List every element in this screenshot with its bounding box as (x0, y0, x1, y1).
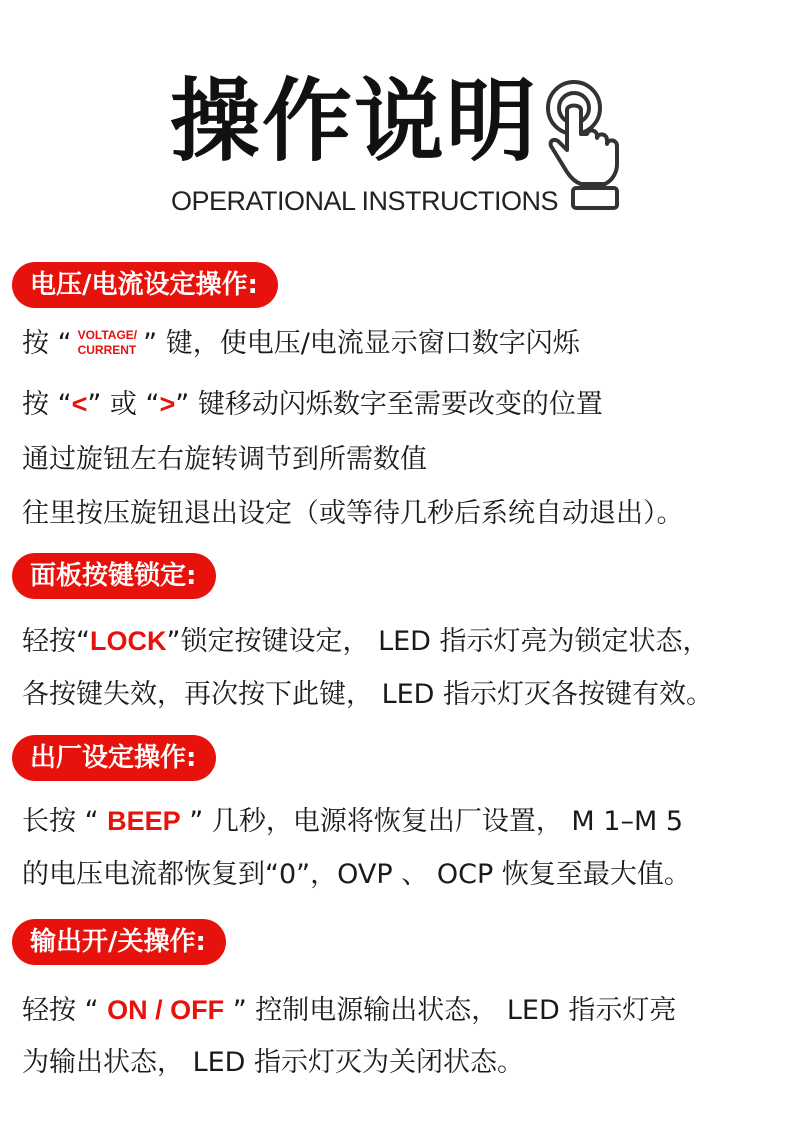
voltage-label: VOLTAGE/ (77, 327, 138, 342)
line-prefix: 轻按 “ (22, 995, 108, 1026)
line-suffix: ”锁定按键设定， LED 指示灯亮为锁定状态， (166, 626, 710, 657)
header (0, 60, 790, 230)
line-prefix: 长按 “ (22, 806, 108, 837)
line-suffix: ” 键移动闪烁数字至需要改变的位置 (175, 389, 603, 420)
left-arrow-key-label: < (71, 389, 88, 419)
instruction-line (22, 621, 710, 662)
line-suffix: ” 键，使电压/电流显示窗口数字闪烁 (143, 328, 580, 359)
instruction-line (22, 384, 603, 425)
right-arrow-key-label: > (159, 389, 176, 419)
line-suffix: ” 控制电源输出状态， LED 指示灯亮 (224, 995, 677, 1026)
line-prefix: 按 “ (22, 389, 72, 420)
instruction-line: 为输出状态， LED 指示灯灭为关闭状态。 (22, 1047, 525, 1078)
on-off-key-label: ON / OFF (107, 995, 225, 1025)
instruction-line (22, 990, 676, 1031)
instruction-line: 各按键失效，再次按下此键， LED 指示灯灭各按键有效。 (22, 679, 714, 710)
page-title: 操作说明 (170, 69, 538, 174)
section-tag-output-onoff: 输出开/关操作: (12, 919, 226, 965)
line-suffix: ” 几秒，电源将恢复出厂设置， M 1–M 5 (180, 806, 684, 837)
line-prefix: 轻按“ (22, 626, 90, 657)
instruction-line: 往里按压旋钮退出设定（或等待几秒后系统自动退出）。 (22, 498, 684, 529)
instruction-line: 的电压电流都恢复到“0”，OVP 、 OCP 恢复至最大值。 (22, 859, 691, 890)
section-tag-voltage-current: 电压/电流设定操作: (12, 262, 278, 308)
hand-tap-icon (545, 80, 625, 212)
page-subtitle: OPERATIONAL INSTRUCTIONS (171, 186, 559, 216)
line-middle: ” 或 “ (87, 389, 160, 420)
lock-key-label: LOCK (90, 626, 167, 656)
beep-key-label: BEEP (107, 806, 181, 836)
section-tag-panel-lock: 面板按键锁定: (12, 553, 216, 599)
instruction-line: 通过旋钮左右旋转调节到所需数值 (22, 444, 427, 475)
current-label: CURRENT (77, 342, 137, 357)
instruction-line (22, 801, 683, 842)
line-prefix: 按 “ (22, 328, 72, 359)
instruction-line (22, 324, 580, 364)
section-tag-factory-reset: 出厂设定操作: (12, 735, 216, 781)
voltage-current-key-label (78, 328, 138, 358)
